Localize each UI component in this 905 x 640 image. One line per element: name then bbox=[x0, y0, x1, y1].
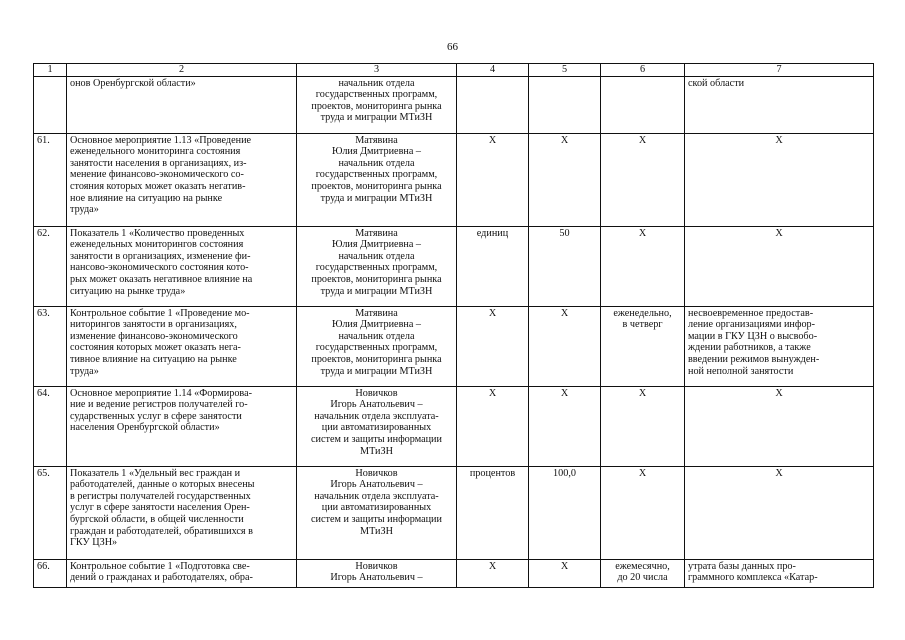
unit-cell: единиц bbox=[457, 226, 529, 306]
cell-line: ситуацию на рынке труда» bbox=[70, 285, 186, 297]
risk-cell bbox=[685, 133, 874, 226]
cell-line: утрата базы данных про- bbox=[688, 560, 796, 572]
risk-cell bbox=[685, 306, 874, 386]
column-number: 2 bbox=[67, 64, 297, 77]
cell-line: еженедельно, bbox=[613, 307, 672, 319]
deadline-cell bbox=[601, 306, 685, 386]
risk-cell bbox=[685, 76, 874, 133]
cell-line: проектов, мониторинга рынка bbox=[311, 180, 442, 192]
cell-line: труда» bbox=[70, 365, 99, 377]
responsible-person bbox=[297, 559, 457, 587]
cell-line: ции автоматизированных bbox=[321, 422, 432, 434]
cell-line: населения Оренбургской области» bbox=[70, 422, 220, 434]
activity-name bbox=[67, 133, 297, 226]
row-number bbox=[34, 76, 67, 133]
activity-name bbox=[67, 76, 297, 133]
cell-line: дений о гражданах и работодателях, обра- bbox=[70, 572, 253, 584]
responsible-person bbox=[297, 386, 457, 466]
table-row bbox=[34, 76, 874, 133]
cell-line: состояния которых может оказать нега- bbox=[70, 342, 241, 354]
cell-line: Игорь Анатольевич – bbox=[330, 572, 423, 584]
column-number: 7 bbox=[685, 64, 874, 77]
cell-line: государственных программ, bbox=[315, 262, 438, 274]
cell-line: бургской области, в общей численности bbox=[70, 513, 244, 525]
cell-line: Новичков bbox=[355, 560, 398, 572]
cell-line: Матявина bbox=[355, 227, 398, 239]
cell-line: еженедельных мониторингов состояния bbox=[70, 239, 244, 251]
cell-line: в регистры получателей государственных bbox=[70, 490, 251, 502]
cell-line: труда» bbox=[70, 204, 99, 216]
activities-table bbox=[33, 63, 874, 588]
page-number: 66 bbox=[447, 41, 458, 53]
cell-line: X bbox=[638, 387, 647, 399]
cell-line: государственных программ, bbox=[315, 342, 438, 354]
cell-line: проектов, мониторинга рынка bbox=[311, 273, 442, 285]
responsible-person bbox=[297, 466, 457, 559]
deadline-cell bbox=[601, 76, 685, 133]
cell-line: государственных программ, bbox=[315, 169, 438, 181]
activity-name bbox=[67, 466, 297, 559]
cell-line: труда и миграции МТиЗН bbox=[320, 192, 433, 204]
cell-line: изменение финансово-экономического bbox=[70, 330, 238, 342]
cell-line: граммного комплекса «Катар- bbox=[688, 572, 818, 584]
cell-line: ежемесячно, bbox=[615, 560, 670, 572]
activity-name bbox=[67, 226, 297, 306]
cell-line: введении режимов вынужден- bbox=[688, 353, 820, 365]
cell-line: до 20 числа bbox=[617, 572, 668, 584]
cell-line: X bbox=[638, 467, 647, 479]
risk-cell bbox=[685, 559, 874, 587]
row-number: 63. bbox=[34, 306, 67, 386]
cell-line: начальник отдела bbox=[338, 157, 415, 169]
cell-line: Матявина bbox=[355, 307, 398, 319]
cell-line: еженедельного мониторинга состояния bbox=[70, 146, 241, 158]
cell-line: X bbox=[775, 134, 783, 146]
cell-line: рых может оказать негативное влияние на bbox=[70, 273, 253, 285]
risk-cell bbox=[685, 466, 874, 559]
cell-line: начальник отдела эксплуата- bbox=[314, 410, 439, 422]
unit-cell: X bbox=[457, 559, 529, 587]
cell-line: МТиЗН bbox=[360, 525, 393, 537]
cell-line: ГКУ ЦЗН» bbox=[70, 537, 118, 549]
unit-cell bbox=[457, 76, 529, 133]
cell-line: ние и ведение регистров получателей го- bbox=[70, 399, 248, 411]
deadline-cell bbox=[601, 386, 685, 466]
cell-line: Показатель 1 «Удельный вес граждан и bbox=[70, 467, 241, 479]
cell-line: мации в ГКУ ЦЗН о высвобо- bbox=[688, 330, 818, 342]
cell-line: стояния которых может оказать негатив- bbox=[70, 180, 246, 192]
cell-line: Контрольное событие 1 «Проведение мо- bbox=[70, 307, 250, 319]
cell-line: занятости в организациях, изменение фи- bbox=[70, 250, 251, 262]
cell-line: начальник отдела эксплуата- bbox=[314, 490, 439, 502]
cell-line: Юлия Дмитриевна – bbox=[331, 239, 422, 251]
value-cell: X bbox=[529, 306, 601, 386]
value-cell: 100,0 bbox=[529, 466, 601, 559]
cell-line: МТиЗН bbox=[360, 445, 393, 457]
cell-line: ской области bbox=[688, 77, 745, 89]
table-row bbox=[34, 559, 874, 587]
cell-line: Основное мероприятие 1.14 «Формирова- bbox=[70, 387, 253, 399]
cell-line: систем и защиты информации bbox=[311, 433, 442, 445]
unit-cell: процентов bbox=[457, 466, 529, 559]
column-number: 5 bbox=[529, 64, 601, 77]
cell-line: проектов, мониторинга рынка bbox=[311, 100, 442, 112]
cell-line: ниторингов занятости в организациях, bbox=[70, 319, 237, 331]
cell-line: Контрольное событие 1 «Подготовка све- bbox=[70, 560, 250, 572]
cell-line: Юлия Дмитриевна – bbox=[331, 319, 422, 331]
cell-line: работодателей, данные о которых внесены bbox=[70, 479, 255, 491]
cell-line: несвоевременное предостав- bbox=[688, 307, 814, 319]
cell-line: Юлия Дмитриевна – bbox=[331, 146, 422, 158]
activity-name bbox=[67, 306, 297, 386]
responsible-person bbox=[297, 226, 457, 306]
deadline-cell bbox=[601, 133, 685, 226]
cell-line: X bbox=[638, 227, 647, 239]
cell-line: начальник отдела bbox=[338, 330, 415, 342]
cell-line: менение финансово-экономического со- bbox=[70, 169, 244, 181]
cell-line: Матявина bbox=[355, 134, 398, 146]
deadline-cell bbox=[601, 226, 685, 306]
cell-line: граждан и работодателей, обратившихся в bbox=[70, 525, 253, 537]
cell-line: ной неполной занятости bbox=[688, 365, 794, 377]
value-cell: X bbox=[529, 386, 601, 466]
cell-line: ждении работников, а также bbox=[688, 342, 811, 354]
cell-line: X bbox=[775, 387, 783, 399]
responsible-person bbox=[297, 76, 457, 133]
cell-line: государственных программ, bbox=[315, 89, 438, 101]
cell-line: начальник отдела bbox=[338, 77, 415, 89]
cell-line: X bbox=[775, 227, 783, 239]
deadline-cell bbox=[601, 466, 685, 559]
value-cell: X bbox=[529, 133, 601, 226]
column-number: 1 bbox=[34, 64, 67, 77]
cell-line: X bbox=[638, 134, 647, 146]
unit-cell: X bbox=[457, 386, 529, 466]
activity-name bbox=[67, 386, 297, 466]
row-number: 64. bbox=[34, 386, 67, 466]
cell-line: Игорь Анатольевич – bbox=[330, 479, 423, 491]
cell-line: труда и миграции МТиЗН bbox=[320, 365, 433, 377]
cell-line: труда и миграции МТиЗН bbox=[320, 285, 433, 297]
cell-line: ное влияние на ситуацию на рынке bbox=[70, 192, 223, 204]
row-number: 62. bbox=[34, 226, 67, 306]
cell-line: Основное мероприятие 1.13 «Проведение bbox=[70, 134, 252, 146]
column-number: 6 bbox=[601, 64, 685, 77]
activity-name bbox=[67, 559, 297, 587]
cell-line: X bbox=[775, 467, 783, 479]
cell-line: ление организациями инфор- bbox=[688, 319, 816, 331]
row-number: 65. bbox=[34, 466, 67, 559]
deadline-cell bbox=[601, 559, 685, 587]
cell-line: проектов, мониторинга рынка bbox=[311, 353, 442, 365]
table-row bbox=[34, 226, 874, 306]
table-row bbox=[34, 306, 874, 386]
cell-line: систем и защиты информации bbox=[311, 513, 442, 525]
risk-cell bbox=[685, 386, 874, 466]
cell-line: Игорь Анатольевич – bbox=[330, 399, 423, 411]
value-cell: 50 bbox=[529, 226, 601, 306]
cell-line: в четверг bbox=[622, 319, 663, 331]
cell-line: Новичков bbox=[355, 467, 398, 479]
cell-line: нансово-экономического состояния кото- bbox=[70, 262, 249, 274]
value-cell: X bbox=[529, 559, 601, 587]
unit-cell: X bbox=[457, 306, 529, 386]
unit-cell: X bbox=[457, 133, 529, 226]
row-number: 66. bbox=[34, 559, 67, 587]
column-number: 4 bbox=[457, 64, 529, 77]
row-number: 61. bbox=[34, 133, 67, 226]
cell-line: онов Оренбургской области» bbox=[70, 77, 196, 89]
cell-line: труда и миграции МТиЗН bbox=[320, 112, 433, 124]
cell-line: начальник отдела bbox=[338, 250, 415, 262]
risk-cell bbox=[685, 226, 874, 306]
cell-line: сударственных услуг в сфере занятости bbox=[70, 410, 242, 422]
table-row bbox=[34, 466, 874, 559]
cell-line: занятости населения в организациях, из- bbox=[70, 157, 247, 169]
responsible-person bbox=[297, 133, 457, 226]
cell-line: услуг в сфере занятости населения Орен- bbox=[70, 502, 250, 514]
cell-line: Показатель 1 «Количество проведенных bbox=[70, 227, 245, 239]
cell-line: ции автоматизированных bbox=[321, 502, 432, 514]
value-cell bbox=[529, 76, 601, 133]
cell-line: тивное влияние на ситуацию на рынке bbox=[70, 353, 237, 365]
table-row bbox=[34, 133, 874, 226]
column-number-row bbox=[34, 64, 874, 77]
table-row bbox=[34, 386, 874, 466]
column-number: 3 bbox=[297, 64, 457, 77]
cell-line: Новичков bbox=[355, 387, 398, 399]
responsible-person bbox=[297, 306, 457, 386]
